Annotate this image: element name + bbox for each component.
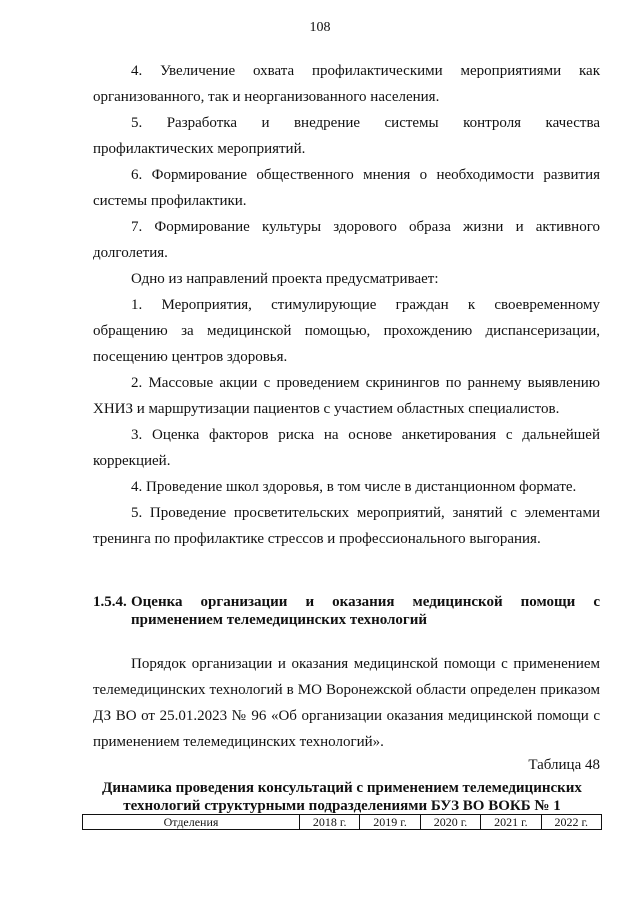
list-item: 3. Оценка факторов риска на основе анкетирования с дальнейшей коррекцией. <box>93 427 600 469</box>
list-item: 5. Разработка и внедрение системы контроля качества профилактических мероприятий. <box>93 115 600 157</box>
section-body <box>93 651 600 755</box>
table-label: Таблица 48 <box>528 757 600 773</box>
section-number: 1.5.4. <box>93 594 127 610</box>
table-header-row <box>83 815 602 830</box>
list-item: 6. Формирование общественного мнения о необходимости развития системы профилактики. <box>93 167 600 209</box>
column-header-departments: Отделения <box>83 815 300 830</box>
section-title <box>131 593 600 629</box>
list-item: 7. Формирование культуры здорового образа жизни и активного долголетия. <box>93 219 600 261</box>
section-paragraph: Порядок организации и оказания медицинской помощи с применением телемедицинских технологий в МО Воронежской области определен приказом ДЗ ВО от 25.01.2023 № 96 «Об организации оказания медицинской помощи с применением телемедицинских технологий». <box>93 656 600 750</box>
column-header-2022: 2022 г. <box>541 815 601 830</box>
list-item: 2. Массовые акции с проведением скринингов по раннему выявлению ХНИЗ и маршрутизации пациентов с участием областных специалистов. <box>93 375 600 417</box>
section-title-line-2: применением телемедицинских технологий <box>131 612 428 628</box>
column-header-2018: 2018 г. <box>300 815 360 830</box>
list-b <box>93 292 600 552</box>
intro-paragraph: Одно из направлений проекта предусматривает: <box>131 271 439 287</box>
page-number: 108 <box>309 20 331 35</box>
list-item: 5. Проведение просветительских мероприятий, занятий с элементами тренинга по профилактике стрессов и профессионального выгорания. <box>93 505 600 547</box>
table-48 <box>82 814 602 830</box>
column-header-2019: 2019 г. <box>360 815 420 830</box>
column-header-2021: 2021 г. <box>481 815 541 830</box>
table-caption: Динамика проведения консультаций с применением телемедицинских технологий структурными подразделениями БУЗ ВО ВОКБ № 1 <box>102 780 582 814</box>
list-item: 1. Мероприятия, стимулирующие граждан к своевременному обращению за медицинской помощью, прохождению диспансеризации, посещению центров здоровья. <box>93 297 600 365</box>
section-heading <box>93 593 600 629</box>
column-header-2020: 2020 г. <box>420 815 480 830</box>
list-item: 4. Проведение школ здоровья, в том числе в дистанционном формате. <box>131 479 577 495</box>
list-item: 4. Увеличение охвата профилактическими мероприятиями как организованного, так и неорганизованного населения. <box>93 63 600 105</box>
list-a <box>93 58 600 292</box>
section-title-line-1: Оценка организации и оказания медицинской помощи с <box>131 594 600 610</box>
